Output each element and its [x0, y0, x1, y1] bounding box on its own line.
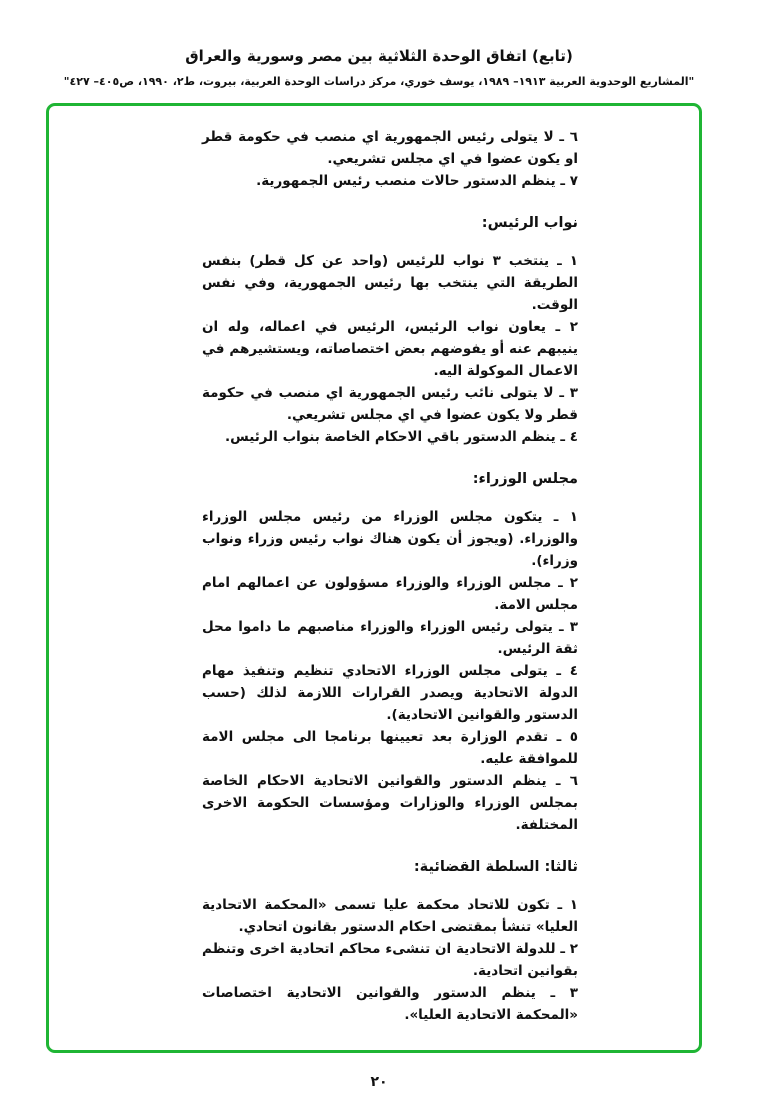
clause: ٥ ـ تقدم الوزارة بعد تعيينها برنامجا الى مجلس الامة للموافقة عليه. — [202, 729, 578, 767]
clause: ١ ـ يتكون مجلس الوزراء من رئيس مجلس الوزراء والوزراء. (ويجوز أن يكون هناك نواب رئيس وزراء ونواب وزراء). — [202, 509, 578, 569]
clause: ٢ ـ مجلس الوزراء والوزراء مسؤولون عن اعمالهم امام مجلس الامة. — [202, 575, 578, 613]
clause: ٦ ـ ينظم الدستور والقوانين الاتحادية الاحكام الخاصة بمجلس الوزراء والوزارات ومؤسسات الحكومة الاخرى المختلفة. — [202, 773, 578, 833]
clause: ٢ ـ يعاون نواب الرئيس، الرئيس في اعماله، وله ان ينيبهم عنه أو يفوضهم بعض اختصاصاته، ويستشيرهم في الاعمال الموكولة اليه. — [202, 319, 578, 379]
clause: ٦ ـ لا يتولى رئيس الجمهورية اي منصب في حكومة قطر او يكون عضوا في اي مجلس تشريعي. — [202, 129, 578, 167]
clause: ١ ـ ينتخب ٣ نواب للرئيس (واحد عن كل قطر) بنفس الطريقة التي ينتخب بها رئيس الجمهورية، وفي نفس الوقت. — [202, 253, 578, 313]
clause: ٣ ـ يتولى رئيس الوزراء والوزراء مناصبهم ما داموا محل ثقة الرئيس. — [202, 619, 578, 657]
heading-judiciary: ثالثا: السلطة القضائية: — [413, 859, 578, 875]
cabinet-clauses — [202, 506, 578, 836]
heading-cabinet: مجلس الوزراء: — [472, 471, 578, 487]
clause: ١ ـ تكون للاتحاد محكمة عليا تسمى «المحكمة الاتحادية العليا» تنشأ بمقتضى احكام الدستور بقانون اتحادي. — [202, 897, 578, 935]
page-number: ٢٠ — [370, 1074, 388, 1090]
clause: ٢ ـ للدولة الاتحادية ان تنشىء محاكم اتحادية اخرى وتنظم بقوانين اتحادية. — [202, 941, 578, 979]
source-citation: "المشاريع الوحدوية العربية ١٩١٣– ١٩٨٩، يوسف خوري، مركز دراسات الوحدة العربية، بيروت، ط٢، ١٩٩٠، ص٤٠٥– ٤٢٧" — [63, 75, 695, 88]
deputies-clauses — [202, 250, 578, 448]
president-clauses — [202, 126, 578, 192]
document-title: (تابع) اتفاق الوحدة الثلاثية بين مصر وسورية والعراق — [185, 47, 573, 65]
clause: ٤ ـ ينظم الدستور باقي الاحكام الخاصة بنواب الرئيس. — [224, 429, 578, 445]
clause: ٣ ـ لا يتولى نائب رئيس الجمهورية اي منصب في حكومة قطر ولا يكون عضوا في اي مجلس تشريعي. — [202, 385, 578, 423]
highlight-frame — [46, 103, 702, 1053]
document-body — [202, 126, 578, 1026]
clause: ٤ ـ يتولى مجلس الوزراء الاتحادي تنظيم وتنفيذ مهام الدولة الاتحادية ويصدر القرارات اللازمة لذلك (حسب الدستور والقوانين الاتحادية). — [202, 663, 578, 723]
heading-deputies: نواب الرئيس: — [481, 215, 578, 231]
clause: ٧ ـ ينظم الدستور حالات منصب رئيس الجمهورية. — [256, 173, 578, 189]
judiciary-clauses — [202, 894, 578, 1026]
clause: ٣ ـ ينظم الدستور والقوانين الاتحادية اختصاصات «المحكمة الاتحادية العليا». — [202, 985, 578, 1023]
